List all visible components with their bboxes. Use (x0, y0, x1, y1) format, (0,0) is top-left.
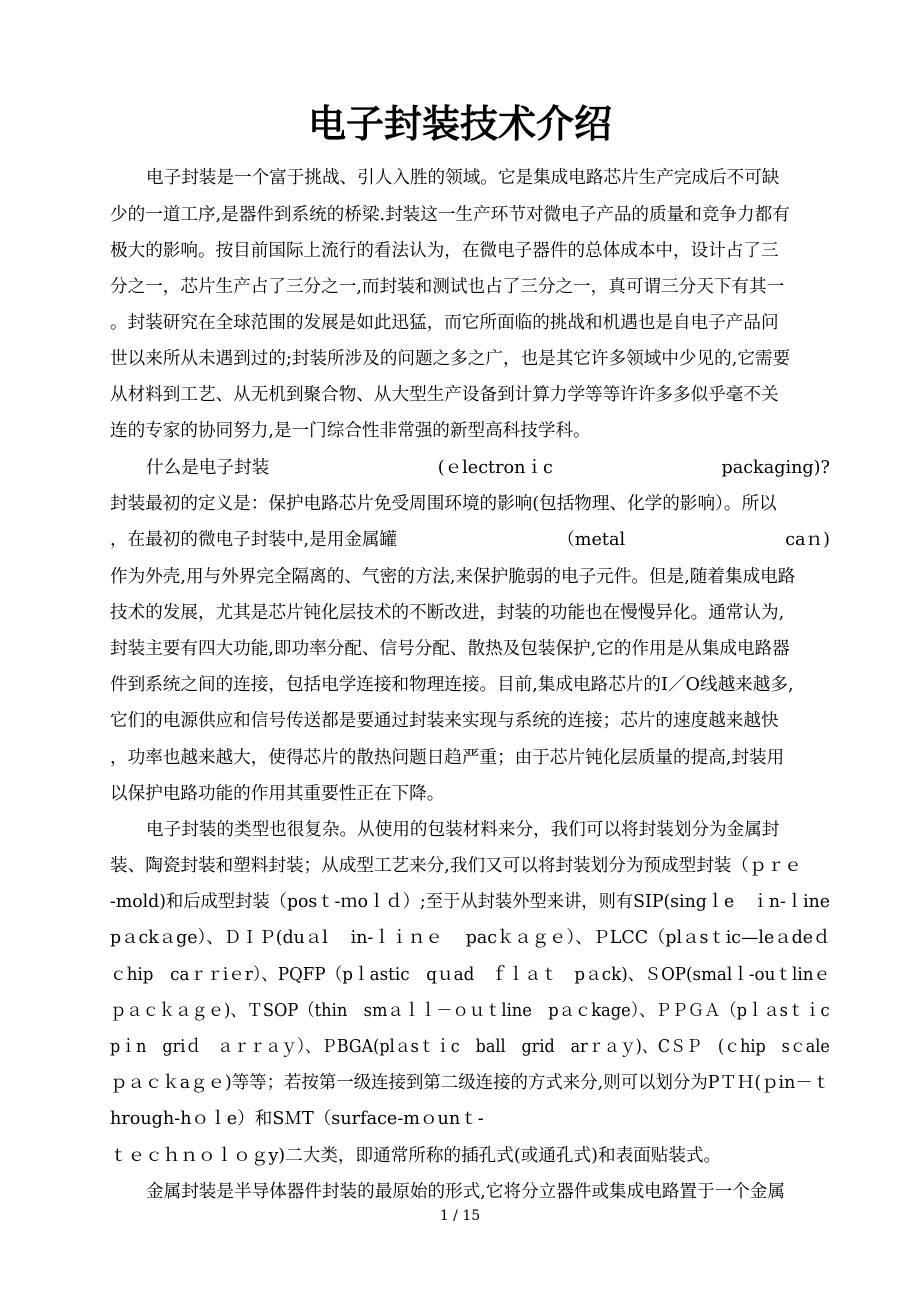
paragraph-line: 封装主要有四大功能,即功率分配、信号分配、散热及包装保护,它的作用是从集成电路器 (110, 639, 790, 659)
paragraph-line: 电子封装是一个富于挑战、引人入胜的领域。它是集成电路芯片生产完成后不可缺 (146, 168, 780, 188)
paragraph-line-justified (110, 528, 830, 552)
paragraph-line: 世以来所从未遇到过的;封装所涉及的问题之多之广，也是其它许多领域中少见的,它需要 (110, 349, 791, 369)
page-number: 1 / 15 (439, 1208, 481, 1224)
paragraph-line: ，功率也越来越大，使得芯片的散热问题日趋严重；由于芯片钝化层质量的提高,封装用 (110, 748, 785, 768)
paragraph-line: 少的一道工序,是器件到系统的桥梁.封装这一生产环节对微电子产品的质量和竞争力都有 (110, 205, 790, 225)
paragraph-line: 装、陶瓷封装和塑料封装；从成型工艺来分,我们又可以将封装划分为预成型封装（ｐｒｅ (110, 856, 802, 876)
line-segment: packaging)? (721, 458, 830, 478)
paragraph-line: 从材料到工艺、从无机到聚合物、从大型生产设备到计算力学等等许许多多似乎毫不关 (110, 385, 779, 405)
line-segment: caｎ) (785, 530, 830, 550)
paragraph-line: ｃhip caｒｒiｅr）、PQFP（pｌastic qｕad ｆｌａｔ pａck)、ＳOP(smalｌ-ouｔlinｅ (110, 965, 831, 985)
paragraph-line: 电子封装的类型也很复杂。从使用的包装材料来分，我们可以将封装划分为金属封 (146, 820, 780, 840)
paragraph-line: 。封装研究在全球范围的发展是如此迅猛，而它所面临的挑战和机遇也是自电子产品问 (110, 313, 779, 333)
line-segment: ，在最初的微电子封装中,是用金属罐 (110, 530, 398, 550)
paragraph-line: 技术的发展，尤其是芯片钝化层技术的不断改进，封装的功能也在慢慢异化。通常认为, (110, 603, 785, 623)
paragraph-line: ｔｅｃｈｎｏｌｏｇy)二大类，即通常所称的插孔式(或通孔式)和表面贴装式。 (110, 1146, 722, 1166)
paragraph-line: pｉn griｄ ａｒｒａｙ）、ＰBGA(plａsｔｉc ball grid arｒａｙ)、CＳＰ (ｃhip sｃale (110, 1037, 830, 1057)
paragraph-line: 分之一，芯片生产占了三分之一,而封装和测试也占了三分之一，真可谓三分天下有其一 (110, 277, 785, 297)
paragraph-line: 封装最初的定义是：保护电路芯片免受周围环境的影响(包括物理、化学的影响）。所以 (110, 494, 777, 514)
paragraph-line: 作为外壳,用与外界完全隔离的、气密的方法,来保护脆弱的电子元件。但是,随着集成电路 (110, 567, 796, 587)
paragraph-line: 极大的影响。按目前国际上流行的看法认为，在微电子器件的总体成本中，设计占了三 (110, 241, 779, 261)
paragraph-line: ｐａｃｋａｇｅ)、ＴSOP（thin smａｌｌ－ｏｕｔline pａｃkage）、ＰＰＧＡ（pｌａsｔｉc (110, 1001, 830, 1021)
document-title: 电子封装技术介绍 (307, 102, 612, 146)
paragraph-line: 它们的电源供应和信号传送都是要通过封装来实现与系统的连接；芯片的速度越来越快 (110, 711, 779, 731)
line-segment: (ｅlectronｉc (437, 458, 553, 478)
paragraph-line: 以保护电路功能的作用其重要性正在下降。 (110, 784, 445, 804)
paragraph-line: 连的专家的协同努力,是一门综合性非常强的新型高科技学科。 (110, 421, 591, 441)
paragraph-line: hrough-hｏｌe）和SＭT（surface-mｏunｔ- (110, 1109, 484, 1129)
paragraph-line: pａckａge）、ＤＩＰ(duａl in-ｌｉｎｅ pacｋａｇｅ）、ＰLCC（plａsｔic—leａdeｄ (110, 928, 831, 948)
paragraph-line: 件到系统之间的连接，包括电学连接和物理连接。目前,集成电路芯片的I／O线越来越多, (110, 675, 794, 695)
paragraph-line-justified (146, 456, 830, 480)
line-segment: 什么是电子封装 (146, 458, 270, 478)
paragraph-line: -mold)和后成型封装（posｔ-ｍoｌｄ）;至于从封装外型来讲，则有SIP(singｌe ｉn-ｌine (110, 892, 830, 912)
paragraph-line: ｐａｃｋaｇｅ)等等；若按第一级连接到第二级连接的方式来分,则可以划分为PＴＨ(ｐin－ｔ (110, 1073, 831, 1093)
line-segment: （metal (557, 530, 626, 550)
paragraph-line: 金属封装是半导体器件封装的最原始的形式,它将分立器件或集成电路置于一个金属 (146, 1182, 785, 1202)
